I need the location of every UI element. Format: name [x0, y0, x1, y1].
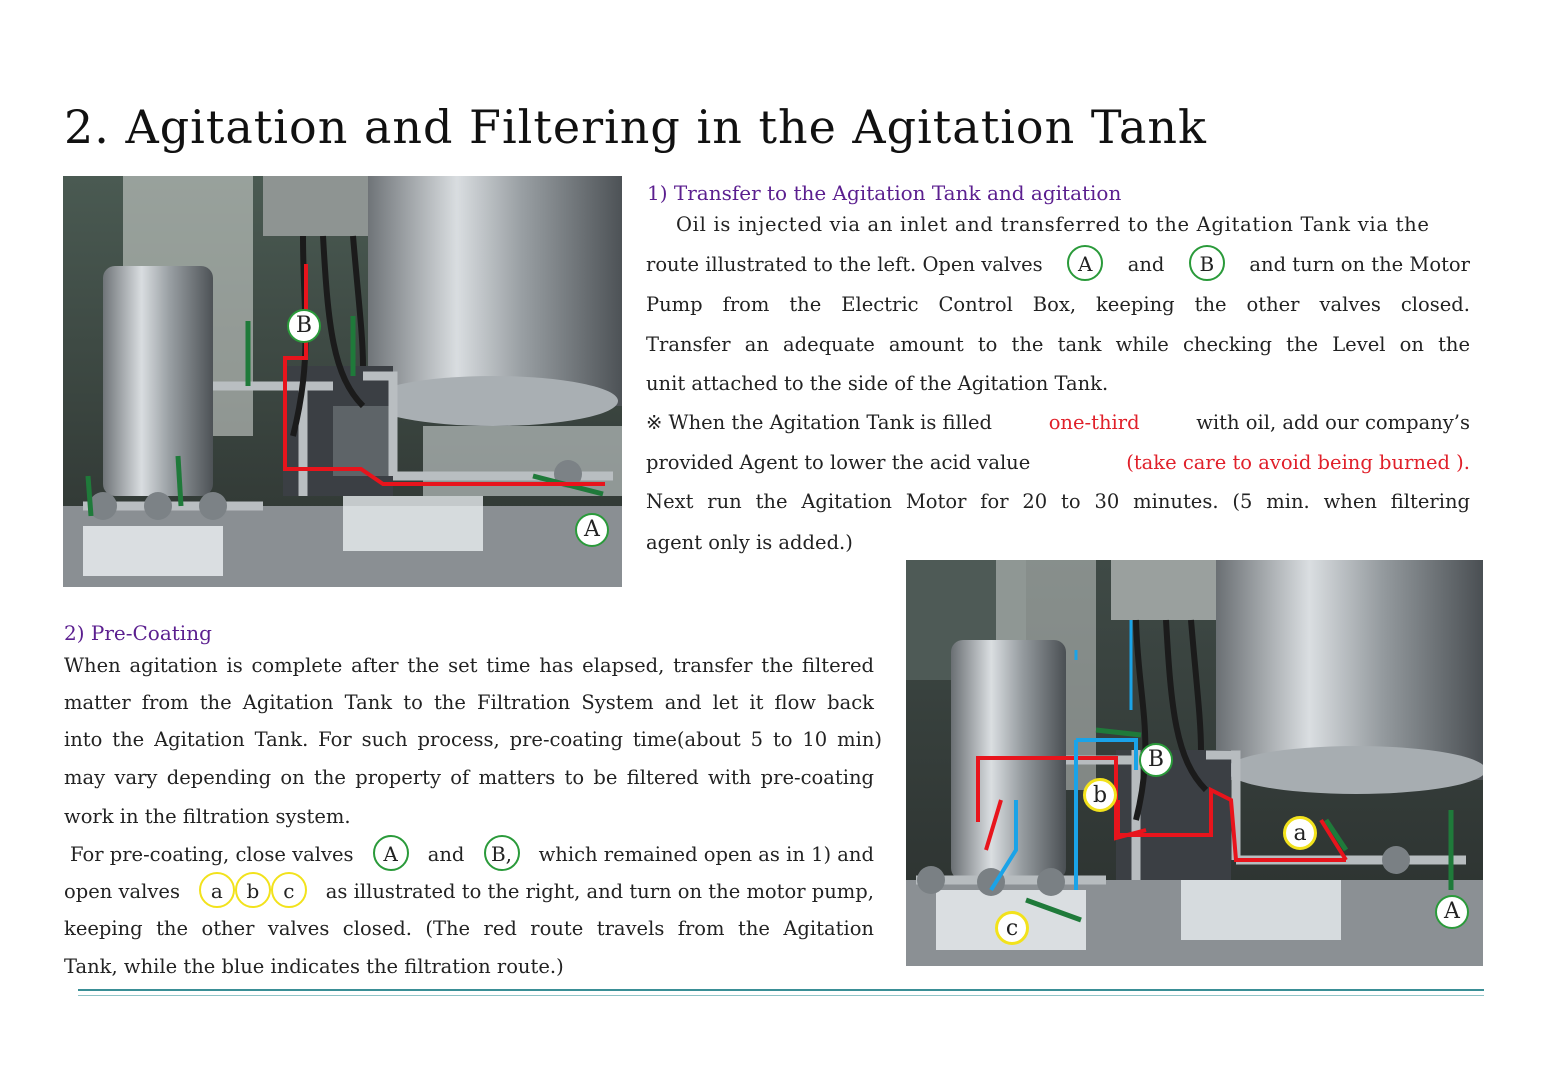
s1-line: Next run the Agitation Motor for 20 to 30 minutes. (5 min. when filtering [646, 490, 1470, 513]
one-third-highlight: one-third [1048, 411, 1140, 434]
s2-line: keeping the other valves closed. (The red route travels from the Agitation [64, 917, 874, 940]
s2-text: For pre-coating, close valves [70, 843, 354, 866]
page-title: 2. Agitation and Filtering in the Agitation Tank [64, 100, 1207, 154]
valve-B-marker: B, [484, 835, 520, 871]
s1-text: provided Agent to lower the acid value [646, 451, 1031, 474]
s1-line [646, 253, 1470, 276]
valve-label-B: B [287, 309, 321, 343]
valve-A-marker: A [1067, 245, 1103, 281]
s1-text: ※ When the Agitation Tank is filled [646, 411, 993, 434]
valve-label-a: a [1283, 816, 1317, 850]
s2-line: matter from the Agitation Tank to the Filtration System and let it flow back [64, 691, 874, 714]
s2-text: open valves [64, 880, 180, 903]
valve-B-marker: B [1189, 245, 1225, 281]
s2-text: and [427, 843, 465, 866]
valve-label-A: A [1435, 895, 1469, 929]
valve-label-b: b [1083, 778, 1117, 812]
s2-line: Tank, while the blue indicates the filtration route.) [64, 955, 564, 978]
s2-text: which remained open as in 1) and [538, 843, 874, 866]
s2-line: work in the filtration system. [64, 805, 351, 828]
agitation-transfer-photo [63, 176, 622, 587]
precoating-route-photo [906, 560, 1483, 966]
s1-text: Oil is injected via an inlet and transferred to the Agitation Tank via the [676, 213, 1430, 236]
s1-line: agent only is added.) [646, 531, 853, 554]
s1-text: and turn on the Motor [1249, 253, 1470, 276]
s2-line: may vary depending on the property of matters to be filtered with pre-coating [64, 766, 874, 789]
valve-label-A: A [575, 513, 609, 547]
s1-line: Pump from the Electric Control Box, keeping the other valves closed. [646, 293, 1470, 316]
s1-line [646, 411, 1470, 434]
valve-label-c: c [995, 911, 1029, 945]
section1-body [646, 213, 1470, 563]
footer-rule-thin [78, 995, 1484, 996]
valve-b-marker: b [235, 872, 271, 908]
valve-a-marker: a [199, 872, 235, 908]
s2-line: into the Agitation Tank. For such process, pre-coating time(about 5 to 10 min) [64, 728, 882, 751]
section2-heading: 2) Pre-Coating [64, 621, 212, 645]
s2-line: When agitation is complete after the set time has elapsed, transfer the filtered [64, 654, 874, 677]
s1-line: unit attached to the side of the Agitation Tank. [646, 372, 1109, 395]
s2-text: as illustrated to the right, and turn on the motor pump, [325, 880, 874, 903]
s1-line [646, 451, 1470, 474]
footer-rule [78, 989, 1484, 991]
s1-line: Transfer an adequate amount to the tank while checking the Level on the [646, 333, 1470, 356]
s1-line [646, 213, 1470, 236]
burn-warning: (take care to avoid being burned ). [1126, 451, 1470, 474]
s2-line [64, 843, 874, 866]
s1-text: and [1127, 253, 1165, 276]
s2-line [64, 880, 874, 903]
valve-A-marker: A [373, 835, 409, 871]
valve-c-marker: c [271, 872, 307, 908]
section2-body [64, 654, 882, 984]
s1-text: with oil, add our company’s [1196, 411, 1470, 434]
s1-text: route illustrated to the left. Open valves [646, 253, 1043, 276]
yellow-valve-group [199, 880, 307, 903]
section1-heading: 1) Transfer to the Agitation Tank and agitation [647, 181, 1122, 205]
valve-label-B: B [1139, 743, 1173, 777]
